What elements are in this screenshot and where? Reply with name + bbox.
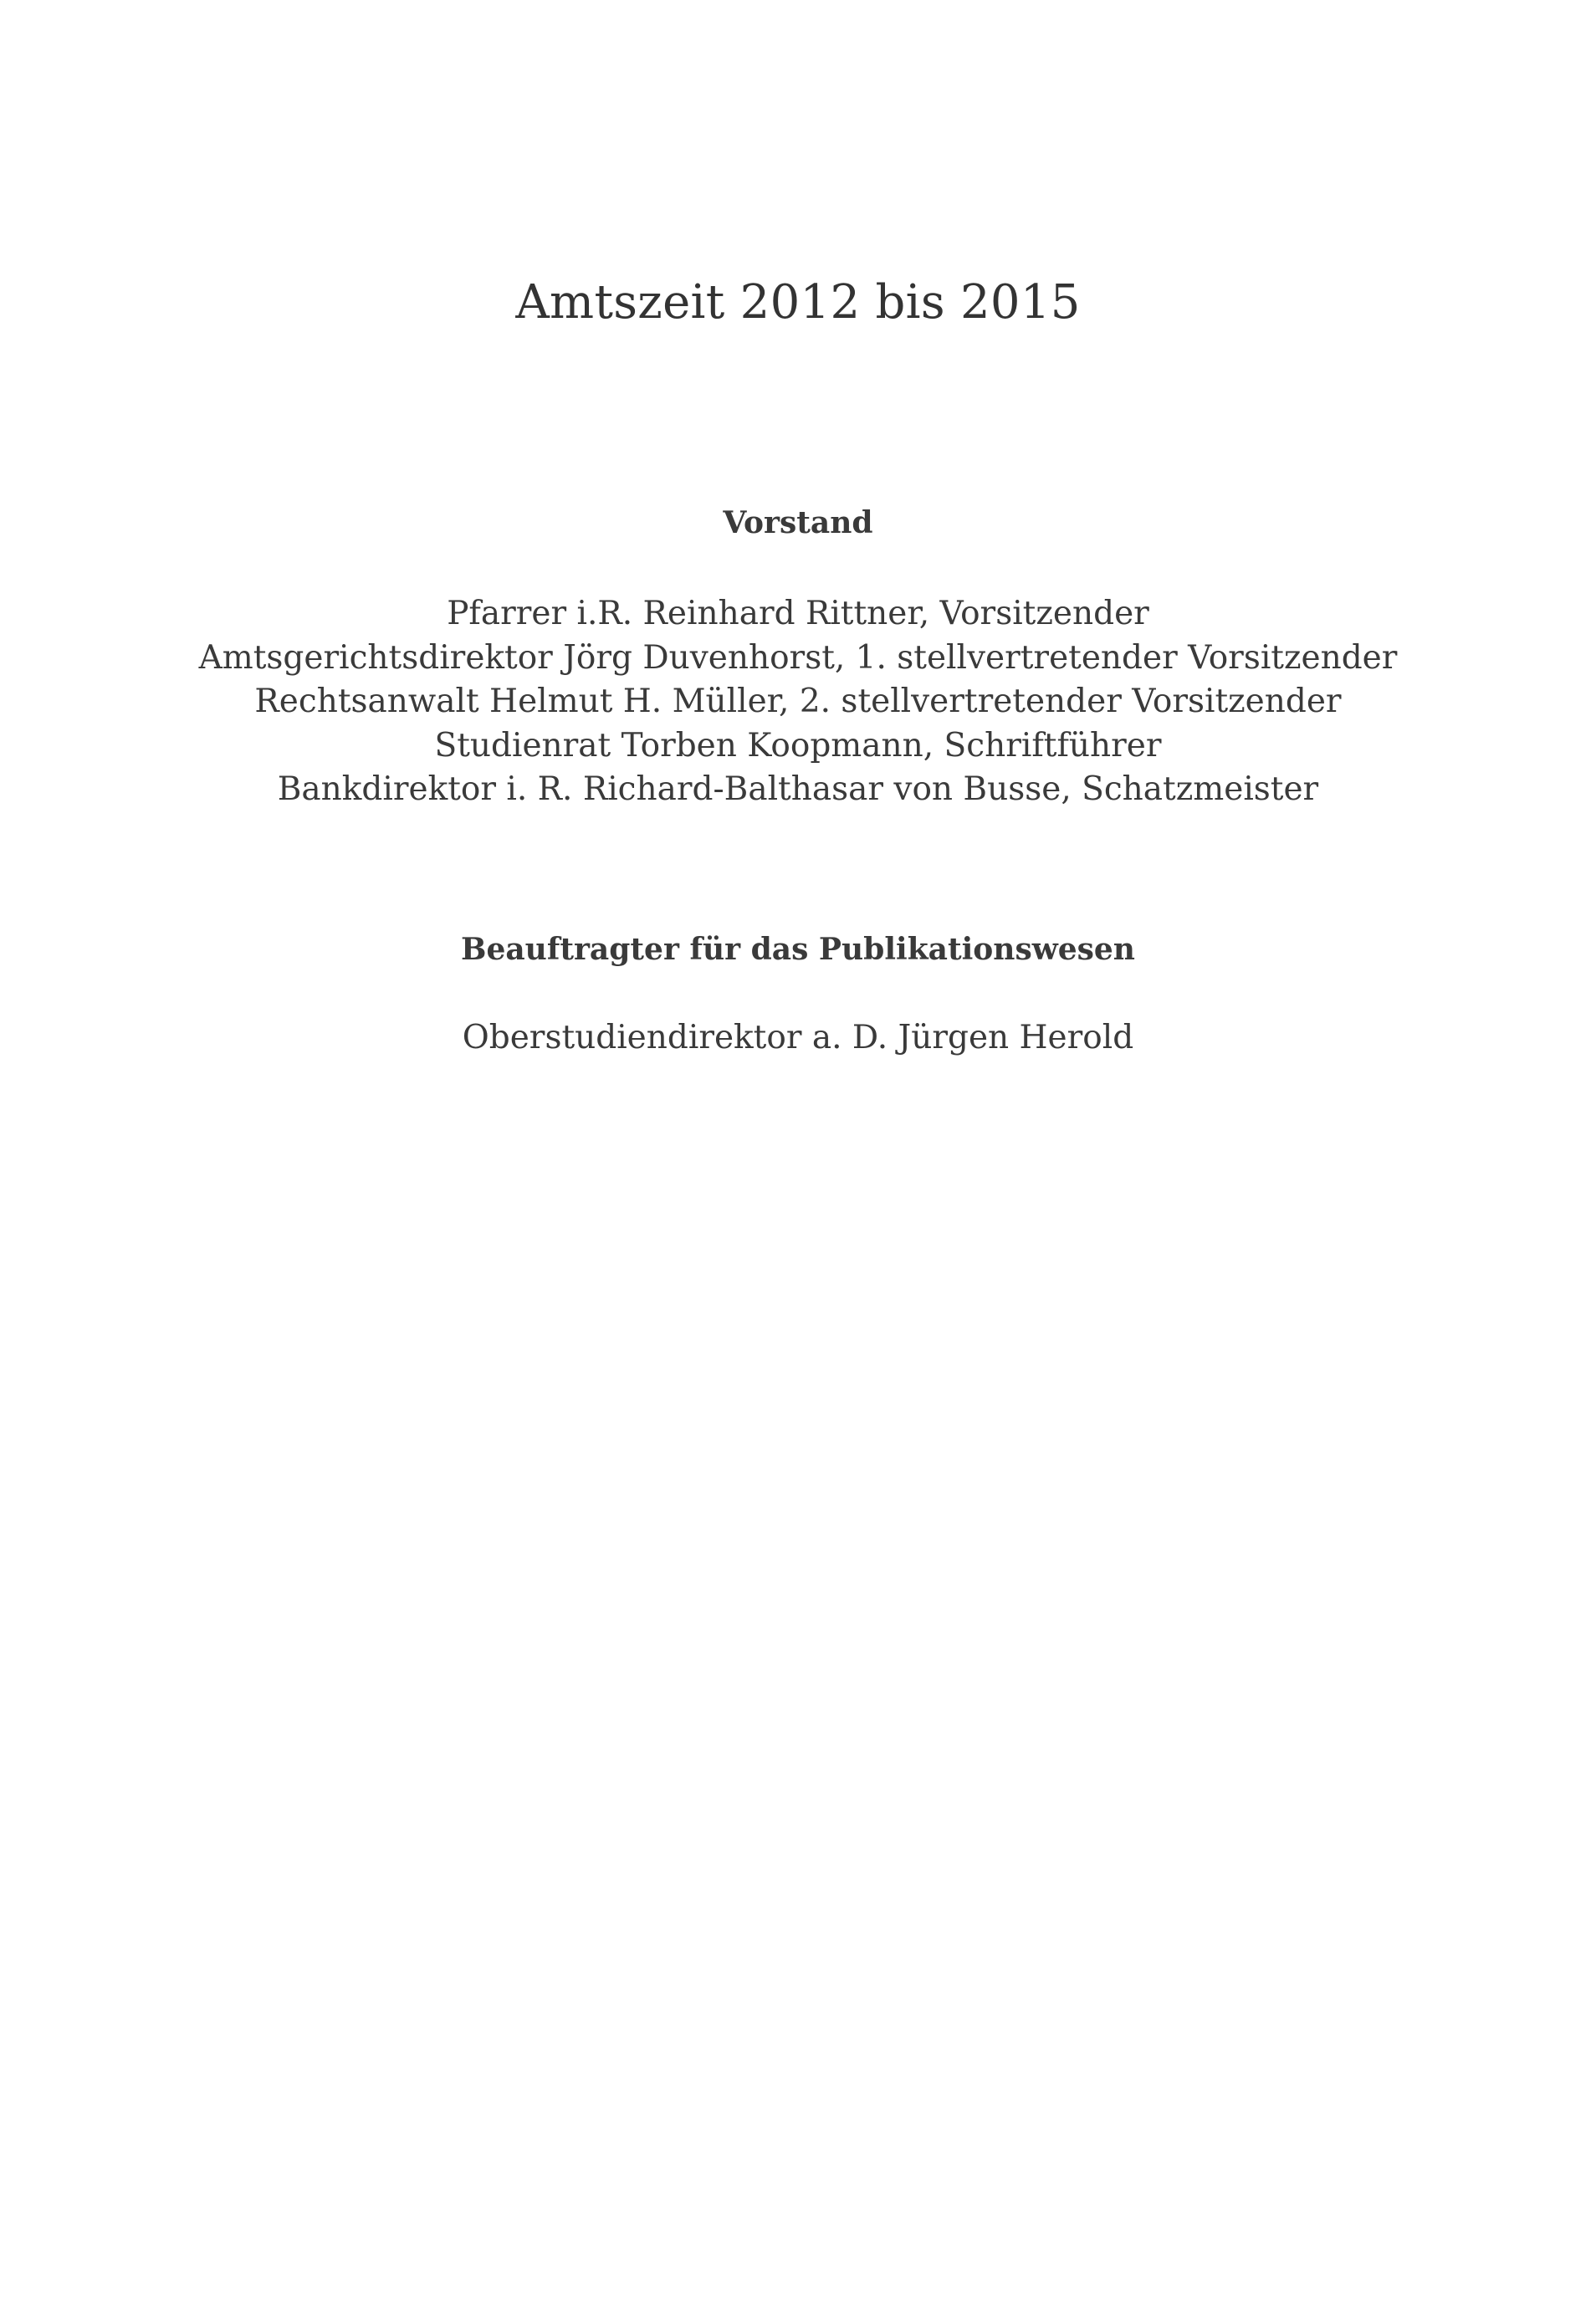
member-line: Bankdirektor i. R. Richard-Balthasar von Busse, Schatzmeister <box>277 770 1319 808</box>
vorstand-member-list <box>0 592 1596 812</box>
member-line: Amtsgerichtsdirektor Jörg Duvenhorst, 1. stellvertretender Vorsitzender <box>198 638 1398 677</box>
page-title: Amtszeit 2012 bis 2015 <box>515 275 1081 330</box>
publikation-person: Oberstudiendirektor a. D. Jürgen Herold <box>462 1019 1134 1056</box>
vorstand-heading: Vorstand <box>723 505 873 540</box>
member-line: Rechtsanwalt Helmut H. Müller, 2. stellvertretender Vorsitzender <box>254 683 1342 720</box>
member-line: Pfarrer i.R. Reinhard Rittner, Vorsitzender <box>447 595 1149 632</box>
member-line: Studienrat Torben Koopmann, Schriftführer <box>434 726 1162 765</box>
publikation-heading: Beauftragter für das Publikationswesen <box>461 932 1135 967</box>
